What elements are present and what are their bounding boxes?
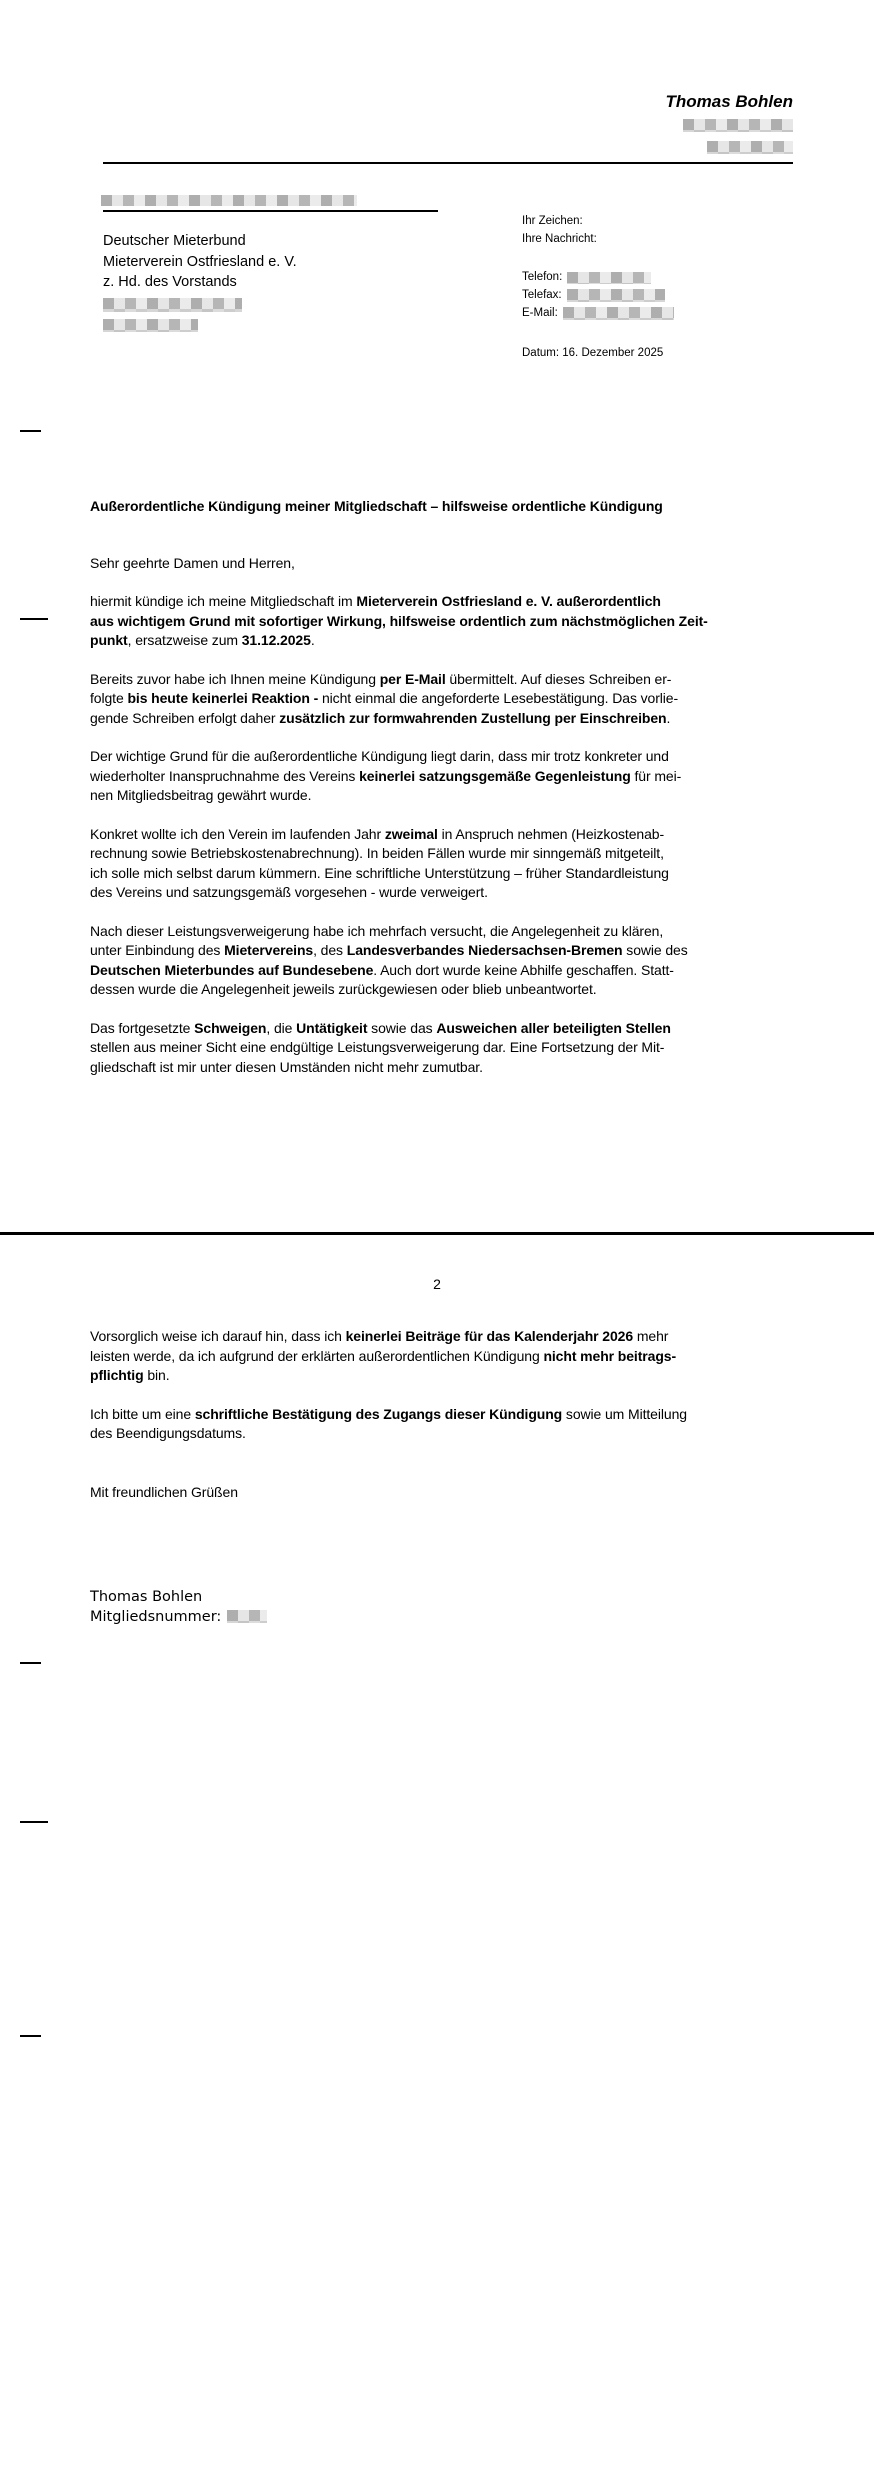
return-address-underline: [103, 210, 438, 212]
closing-line: Mit freundlichen Grüßen: [90, 1483, 238, 1500]
ihr-zeichen-row: [522, 215, 583, 228]
telefax-label: Telefax:: [522, 289, 562, 301]
body-paragraph-1: hiermit kündige ich meine Mitgliedschaft im Mieterverein Ostfriesland e. V. außerordentlich aus wichtigem Grund mit sofortiger Wirkung, hilfsweise ordentlich zum nächstmöglichen Zeit- punkt, ersatzweise zum 31.12.2025.: [90, 593, 708, 648]
body-paragraph-5: Nach dieser Leistungsverweigerung habe ich mehrfach versucht, die Angelegenheit zu klären, unter Einbindung des Mietervereins, des Landesverbandes Niedersachsen-Bremen sowie des Deutschen Mieterbundes auf Bundesebene. Auch dort wurde keine Abhilfe geschaffen. Statt- dessen wurde die Angelegenheit jeweils zurückgewiesen oder blieb unbeantwortet.: [90, 922, 688, 997]
fold-mark-page2-top: [20, 1662, 41, 1664]
punch-mark-page2: [20, 1821, 48, 1823]
punch-mark-page1: [20, 618, 48, 620]
redacted-recipient-street: [103, 298, 242, 312]
page-number: 2: [433, 1276, 441, 1292]
letter-body-page-2: [90, 1327, 802, 1502]
date-label: Datum: 16. Dezember 2025: [522, 347, 664, 359]
redacted-sender-city: [707, 141, 793, 154]
redacted-email-value: [563, 307, 674, 320]
telefon-row: [522, 271, 651, 284]
ihr-zeichen-label: Ihr Zeichen:: [522, 215, 583, 227]
telefon-label: Telefon:: [522, 271, 563, 283]
redacted-sender-street: [683, 119, 793, 132]
header-rule: [103, 162, 793, 164]
body-paragraph-3: Der wichtige Grund für die außerordentliche Kündigung liegt darin, dass mir trotz konkreter und wiederholter Inanspruchnahme des Vereins keinerlei satzungsgemäße Gegenleistung für mei- nen Mitgliedsbeitrag gewährt wurde.: [90, 748, 682, 803]
redacted-telefax-value: [567, 289, 665, 302]
signature-name: Thomas Bohlen: [90, 1589, 203, 1605]
date-row: [522, 347, 663, 360]
subject-line: Außerordentliche Kündigung meiner Mitgliedschaft – hilfsweise ordentliche Kündigung: [90, 498, 663, 514]
telefax-row: [522, 289, 665, 302]
recipient-line-2: Mieterverein Ostfriesland e. V.: [103, 253, 297, 270]
ihre-nachricht-label: Ihre Nachricht:: [522, 233, 597, 245]
redacted-recipient-city: [103, 319, 198, 332]
salutation: Sehr geehrte Damen und Herren,: [90, 554, 295, 571]
fold-mark-page1-top: [20, 430, 41, 432]
signature-block: [90, 1588, 267, 1627]
letter-body-page-1: [90, 497, 802, 1096]
membership-number-line: [90, 1608, 267, 1628]
body-paragraph-7: Vorsorglich weise ich darauf hin, dass ich keinerlei Beiträge für das Kalenderjahr 2026 mehr leisten werde, da ich aufgrund der erklärten außerordentlichen Kündigung nicht mehr beitrags- pflichtig bin.: [90, 1328, 677, 1383]
redacted-return-address: [101, 195, 357, 206]
email-row: [522, 307, 674, 320]
membership-number-label: Mitgliedsnummer:: [90, 1608, 222, 1625]
recipient-line-1: Deutscher Mieterbund: [103, 233, 246, 249]
body-paragraph-8: Ich bitte um eine schriftliche Bestätigung des Zugangs dieser Kündigung sowie um Mitteilung des Beendigungsdatums.: [90, 1405, 687, 1441]
sender-header: [665, 92, 793, 154]
fold-mark-page2-bottom: [20, 2035, 41, 2037]
recipient-line-3: z. Hd. des Vorstands: [103, 274, 237, 290]
recipient-address: [103, 231, 297, 293]
body-paragraph-2: Bereits zuvor habe ich Ihnen meine Kündigung per E-Mail übermittelt. Auf dieses Schreiben er- folgte bis heute keinerlei Reaktion - nicht einmal die angeforderte Lesebestätigung. Das vorlie- gende Schreiben erfolgt daher zusätzlich zur formwahrenden Zustellung per Einschreiben.: [90, 670, 679, 726]
email-label: E-Mail:: [522, 307, 558, 319]
ihre-nachricht-row: [522, 233, 597, 246]
redacted-telefon-value: [567, 272, 651, 284]
sender-name: Thomas Bohlen: [665, 92, 793, 111]
page-separator: [0, 1232, 874, 1235]
body-paragraph-6: Das fortgesetzte Schweigen, die Untätigkeit sowie das Ausweichen aller beteiligten Stellen stellen aus meiner Sicht eine endgültige Leistungsverweigerung dar. Eine Fortsetzung der Mit- gliedschaft ist mir unter diesen Umständen nicht mehr zumutbar.: [90, 1019, 671, 1075]
redacted-membership-number: [227, 1610, 267, 1623]
body-paragraph-4: Konkret wollte ich den Verein im laufenden Jahr zweimal in Anspruch nehmen (Heizkostenab- rechnung sowie Betriebskostenabrechnung). In beiden Fällen wurde mir sinngemäß mitgeteilt, ich solle mich selbst darum kümmern. Eine schriftliche Unterstützung – früher Standardleistung des Vereins und satzungsgemäß vorgesehen - wurde verweigert.: [90, 825, 669, 900]
